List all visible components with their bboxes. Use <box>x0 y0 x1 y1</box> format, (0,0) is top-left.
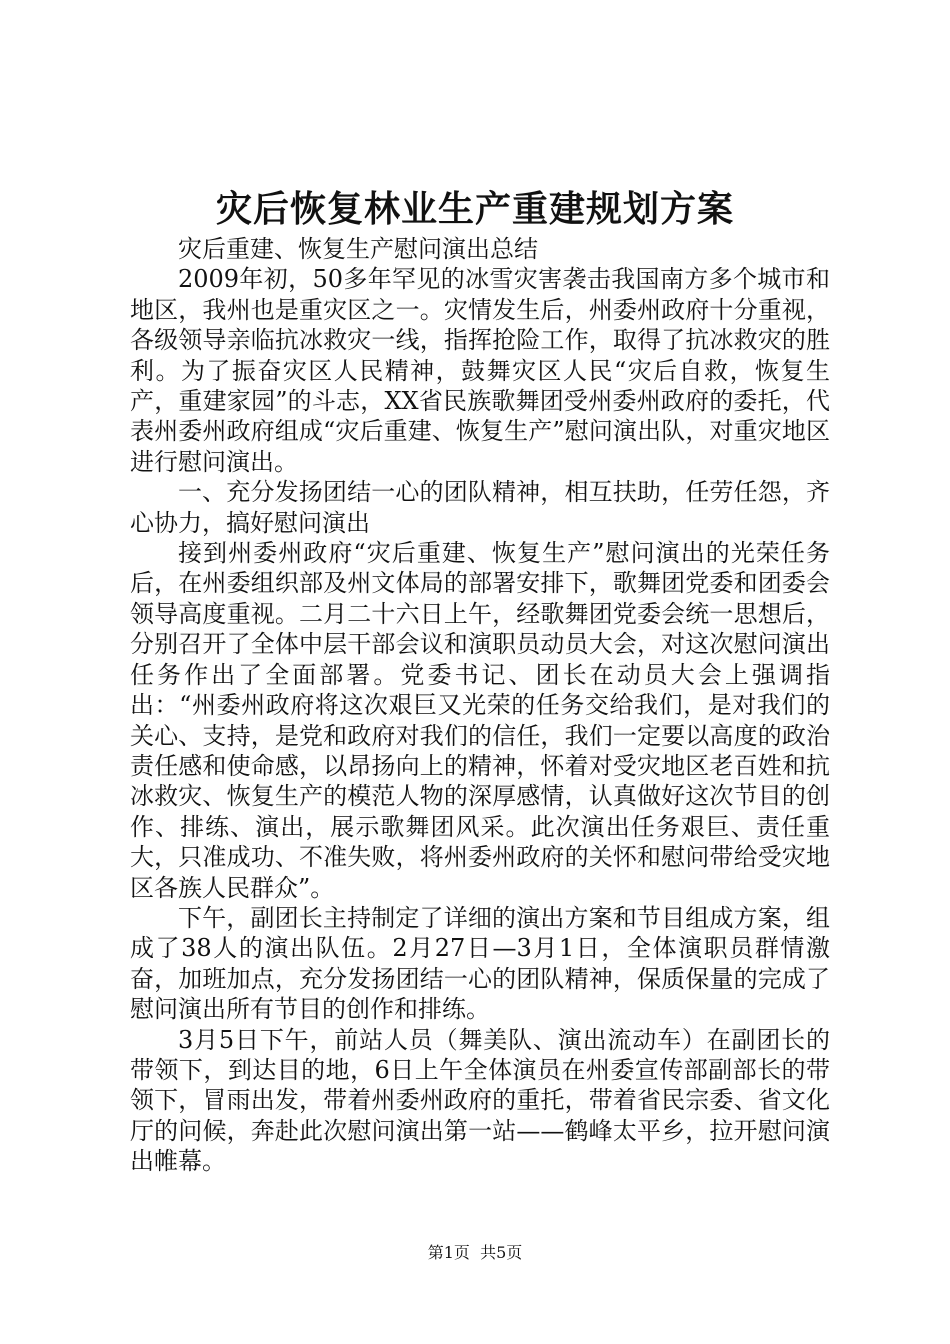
paragraph-intro: 2009年初，50多年罕见的冰雪灾害袭击我国南方多个城市和地区，我州也是重灾区之一。灾情发生后，州委州政府十分重视，各级领导亲临抗冰救灾一线，指挥抢险工作，取得了抗冰救灾的胜利。为了振奋灾区人民精神，鼓舞灾区人民“灾后自救，恢复生产，重建家园”的斗志，XX省民族歌舞团受州委州政府的委托，代表州委州政府组成“灾后重建、恢复生产”慰问演出队，对重灾地区进行慰问演出。 <box>130 265 830 476</box>
paragraph-subtitle: 灾后重建、恢复生产慰问演出总结 <box>178 235 538 263</box>
paragraph-mobilization: 接到州委州政府“灾后重建、恢复生产”慰问演出的光荣任务后，在州委组织部及州文体局的部署安排下，歌舞团党委和团委会领导高度重视。二月二十六日上午，经歌舞团党委会统一思想后，分别召开了全体中层干部会议和演职员动员大会，对这次慰问演出任务作出了全面部署。党委书记、团长在动员大会上强调指出：“州委州政府将这次艰巨又光荣的任务交给我们，是对我们的关心、支持，是党和政府对我们的信任，我们一定要以高度的政治责任感和使命感，以昂扬向上的精神，怀着对受灾地区老百姓和抗冰救灾、恢复生产的模范人物的深厚感情，认真做好这次节目的创作、排练、演出，展示歌舞团风采。此次演出任务艰巨、责任重大，只准成功、不准失败，将州委州政府的关怀和慰问带给受灾地区各族人民群众”。 <box>130 539 830 902</box>
paragraph-section-heading: 一、充分发扬团结一心的团队精神，相互扶助，任劳任怨，齐心协力，搞好慰问演出 <box>130 478 830 537</box>
page-footer <box>0 1242 950 1264</box>
document-body <box>130 234 830 1177</box>
paragraph-departure: 3月5日下午，前站人员（舞美队、演出流动车）在副团长的带领下，到达目的地，6日上午全体演员在州委宣传部副部长的带领下，冒雨出发，带着州委州政府的重托，带着省民宗委、省文化厅的问候，奔赴此次慰问演出第一站——鹤峰太平乡，拉开慰问演出帷幕。 <box>130 1025 830 1176</box>
page-total: 共5页 <box>480 1243 523 1262</box>
page-number: 第1页 <box>427 1243 470 1262</box>
document-title: 灾后恢复林业生产重建规划方案 <box>215 188 734 230</box>
paragraph-rehearsal: 下午，副团长主持制定了详细的演出方案和节目组成方案，组成了38人的演出队伍。2月27日—3月1日，全体演职员群情激奋，加班加点，充分发扬团结一心的团队精神，保质保量的完成了慰问演出所有节目的创作和排练。 <box>130 903 830 1024</box>
